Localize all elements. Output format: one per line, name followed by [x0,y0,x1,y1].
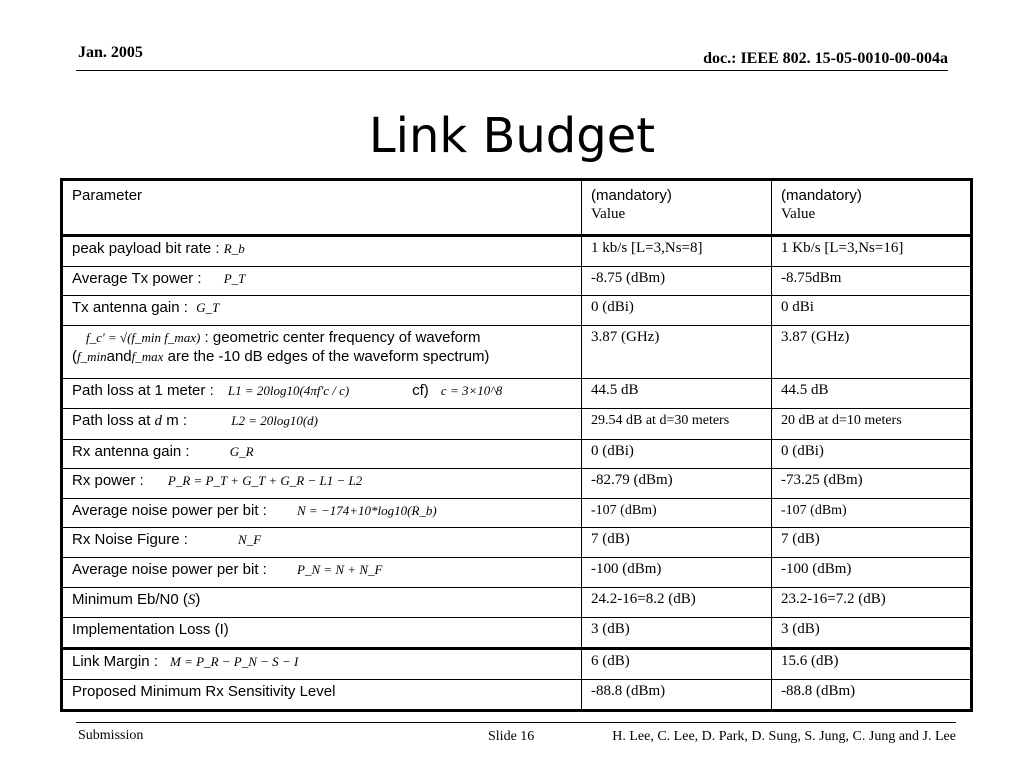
table-row [62,680,972,711]
param-label-pre: Path loss at [72,411,155,429]
param-cell [62,266,582,296]
param-formula: R_b [223,241,245,256]
speed-of-light-formula: c = 3×10^8 [440,383,503,399]
param-formula: P_N = N + N_F [297,562,383,577]
value-1-cell: 1 kb/s [L=3,Ns=8] [582,236,772,267]
param-cell [62,558,582,588]
value-2-cell: 20 dB at d=10 meters [772,408,972,439]
param-label-var: S [187,591,196,608]
center-frequency-formula: f_c' = √(f_min f_max) [86,330,201,346]
param-cell [62,587,582,618]
header-doc-id: doc.: IEEE 802. 15-05-0010-00-004a [703,50,948,67]
param-cell [62,296,582,326]
value-1-cell: -8.75 (dBm) [582,266,772,296]
table-row [62,296,972,326]
value-1-cell: 44.5 dB [582,379,772,409]
param-label: Link Margin : [72,653,158,671]
value-2-cell: -73.25 (dBm) [772,469,972,499]
value-1-cell: 24.2-16=8.2 (dB) [582,587,772,618]
param-label-rest: are the -10 dB edges of the waveform spectrum) [163,348,490,366]
link-budget-table [60,178,973,712]
value-2-cell: 3.87 (GHz) [772,326,972,379]
table-row [62,649,972,680]
table-row [62,528,972,558]
param-cell [62,439,582,469]
param-formula: N_F [238,532,262,548]
param-label-post: m : [162,411,188,429]
param-cell [62,379,582,409]
param-label: Average noise power per bit : [72,561,267,578]
param-label: Path loss at 1 meter : [72,382,214,400]
header-value-2-line1: (mandatory) [781,187,862,204]
value-2-cell: 0 (dBi) [772,439,972,469]
param-cell [62,326,582,379]
param-formula: P_R = P_T + G_T + G_R − L1 − L2 [167,473,363,489]
param-formula: M = P_R − P_N − S − I [170,654,299,670]
param-cell: Implementation Loss (I) [62,618,582,649]
header-parameter: Parameter [62,180,582,236]
table-row [62,236,972,267]
value-2-cell: 1 Kb/s [L=3,Ns=16] [772,236,972,267]
table-row [62,558,972,588]
param-label: Average Tx power : [72,269,202,287]
value-2-cell: 23.2-16=7.2 (dB) [772,587,972,618]
param-formula: L1 = 20log10(4πf'c / c) [227,383,350,399]
param-cell [62,236,582,267]
value-1-cell: 3 (dB) [582,618,772,649]
table-row [62,587,972,618]
param-label-var: d [154,412,163,429]
header-divider [76,70,948,71]
footer-slide-number: Slide 16 [488,729,535,744]
value-1-cell: -82.79 (dBm) [582,469,772,499]
table-row [62,326,972,379]
value-2-cell: -100 (dBm) [772,558,972,588]
param-label-open: ( [72,348,77,366]
header-value-1-line1: (mandatory) [591,187,672,204]
param-label: peak payload bit rate : [72,240,224,257]
value-1-cell: 29.54 dB at d=30 meters [582,408,772,439]
value-1-cell: 6 (dB) [582,649,772,680]
param-label: Rx Noise Figure : [72,531,188,549]
table-row [62,498,972,528]
table-row [62,469,972,499]
value-1-cell: 0 (dBi) [582,439,772,469]
cf-label: cf) [412,382,429,400]
value-1-cell: 7 (dB) [582,528,772,558]
footer-authors: H. Lee, C. Lee, D. Park, D. Sung, S. Jung, C. Jung and J. Lee [612,729,956,744]
param-label: : geometric center frequency of waveform [204,329,481,347]
param-line-1 [72,328,572,347]
value-2-cell: -88.8 (dBm) [772,680,972,711]
value-2-cell: 44.5 dB [772,379,972,409]
value-1-cell: 0 (dBi) [582,296,772,326]
value-2-cell: 15.6 (dB) [772,649,972,680]
table-row [62,379,972,409]
param-cell [62,408,582,439]
table-row [62,408,972,439]
param-cell [62,469,582,499]
param-formula: N = −174+10*log10(R_b) [297,502,437,518]
slide-title: Link Budget [368,108,656,164]
header-value-1-line2: Value [591,206,626,222]
param-label: Average noise power per bit : [72,501,267,519]
value-1-cell: 3.87 (GHz) [582,326,772,379]
value-1-cell: -100 (dBm) [582,558,772,588]
value-2-cell: 7 (dB) [772,528,972,558]
param-formula: L2 = 20log10(d) [231,412,318,428]
header-value-2-line2: Value [781,206,816,222]
table-row [62,618,972,649]
footer-submission: Submission [78,728,144,743]
fmin-formula: f_min [77,349,107,365]
header-date: Jan. 2005 [78,44,143,61]
header-value-2 [772,180,972,236]
value-2-cell: 3 (dB) [772,618,972,649]
param-cell: Proposed Minimum Rx Sensitivity Level [62,680,582,711]
table-header-row [62,180,972,236]
table-row [62,266,972,296]
param-label: Rx power : [72,472,144,490]
param-label: Rx antenna gain : [72,442,190,460]
param-label-post: ) [195,590,201,608]
value-2-cell: -107 (dBm) [772,498,972,528]
value-2-cell: -8.75dBm [772,266,972,296]
param-formula: G_T [196,300,220,316]
footer-divider [76,722,956,723]
param-label-pre: Minimum Eb/N0 ( [72,590,188,608]
param-cell [62,498,582,528]
param-line-2 [72,347,572,366]
param-cell [62,528,582,558]
header-value-1 [582,180,772,236]
fmax-formula: f_max [131,349,164,365]
table-row [62,439,972,469]
value-1-cell: -107 (dBm) [582,498,772,528]
param-formula: G_R [229,443,254,459]
param-label: Tx antenna gain : [72,299,188,317]
value-2-cell: 0 dBi [772,296,972,326]
param-cell [62,649,582,680]
value-1-cell: -88.8 (dBm) [582,680,772,711]
param-label-and: and [106,348,132,366]
param-formula: P_T [223,270,246,286]
